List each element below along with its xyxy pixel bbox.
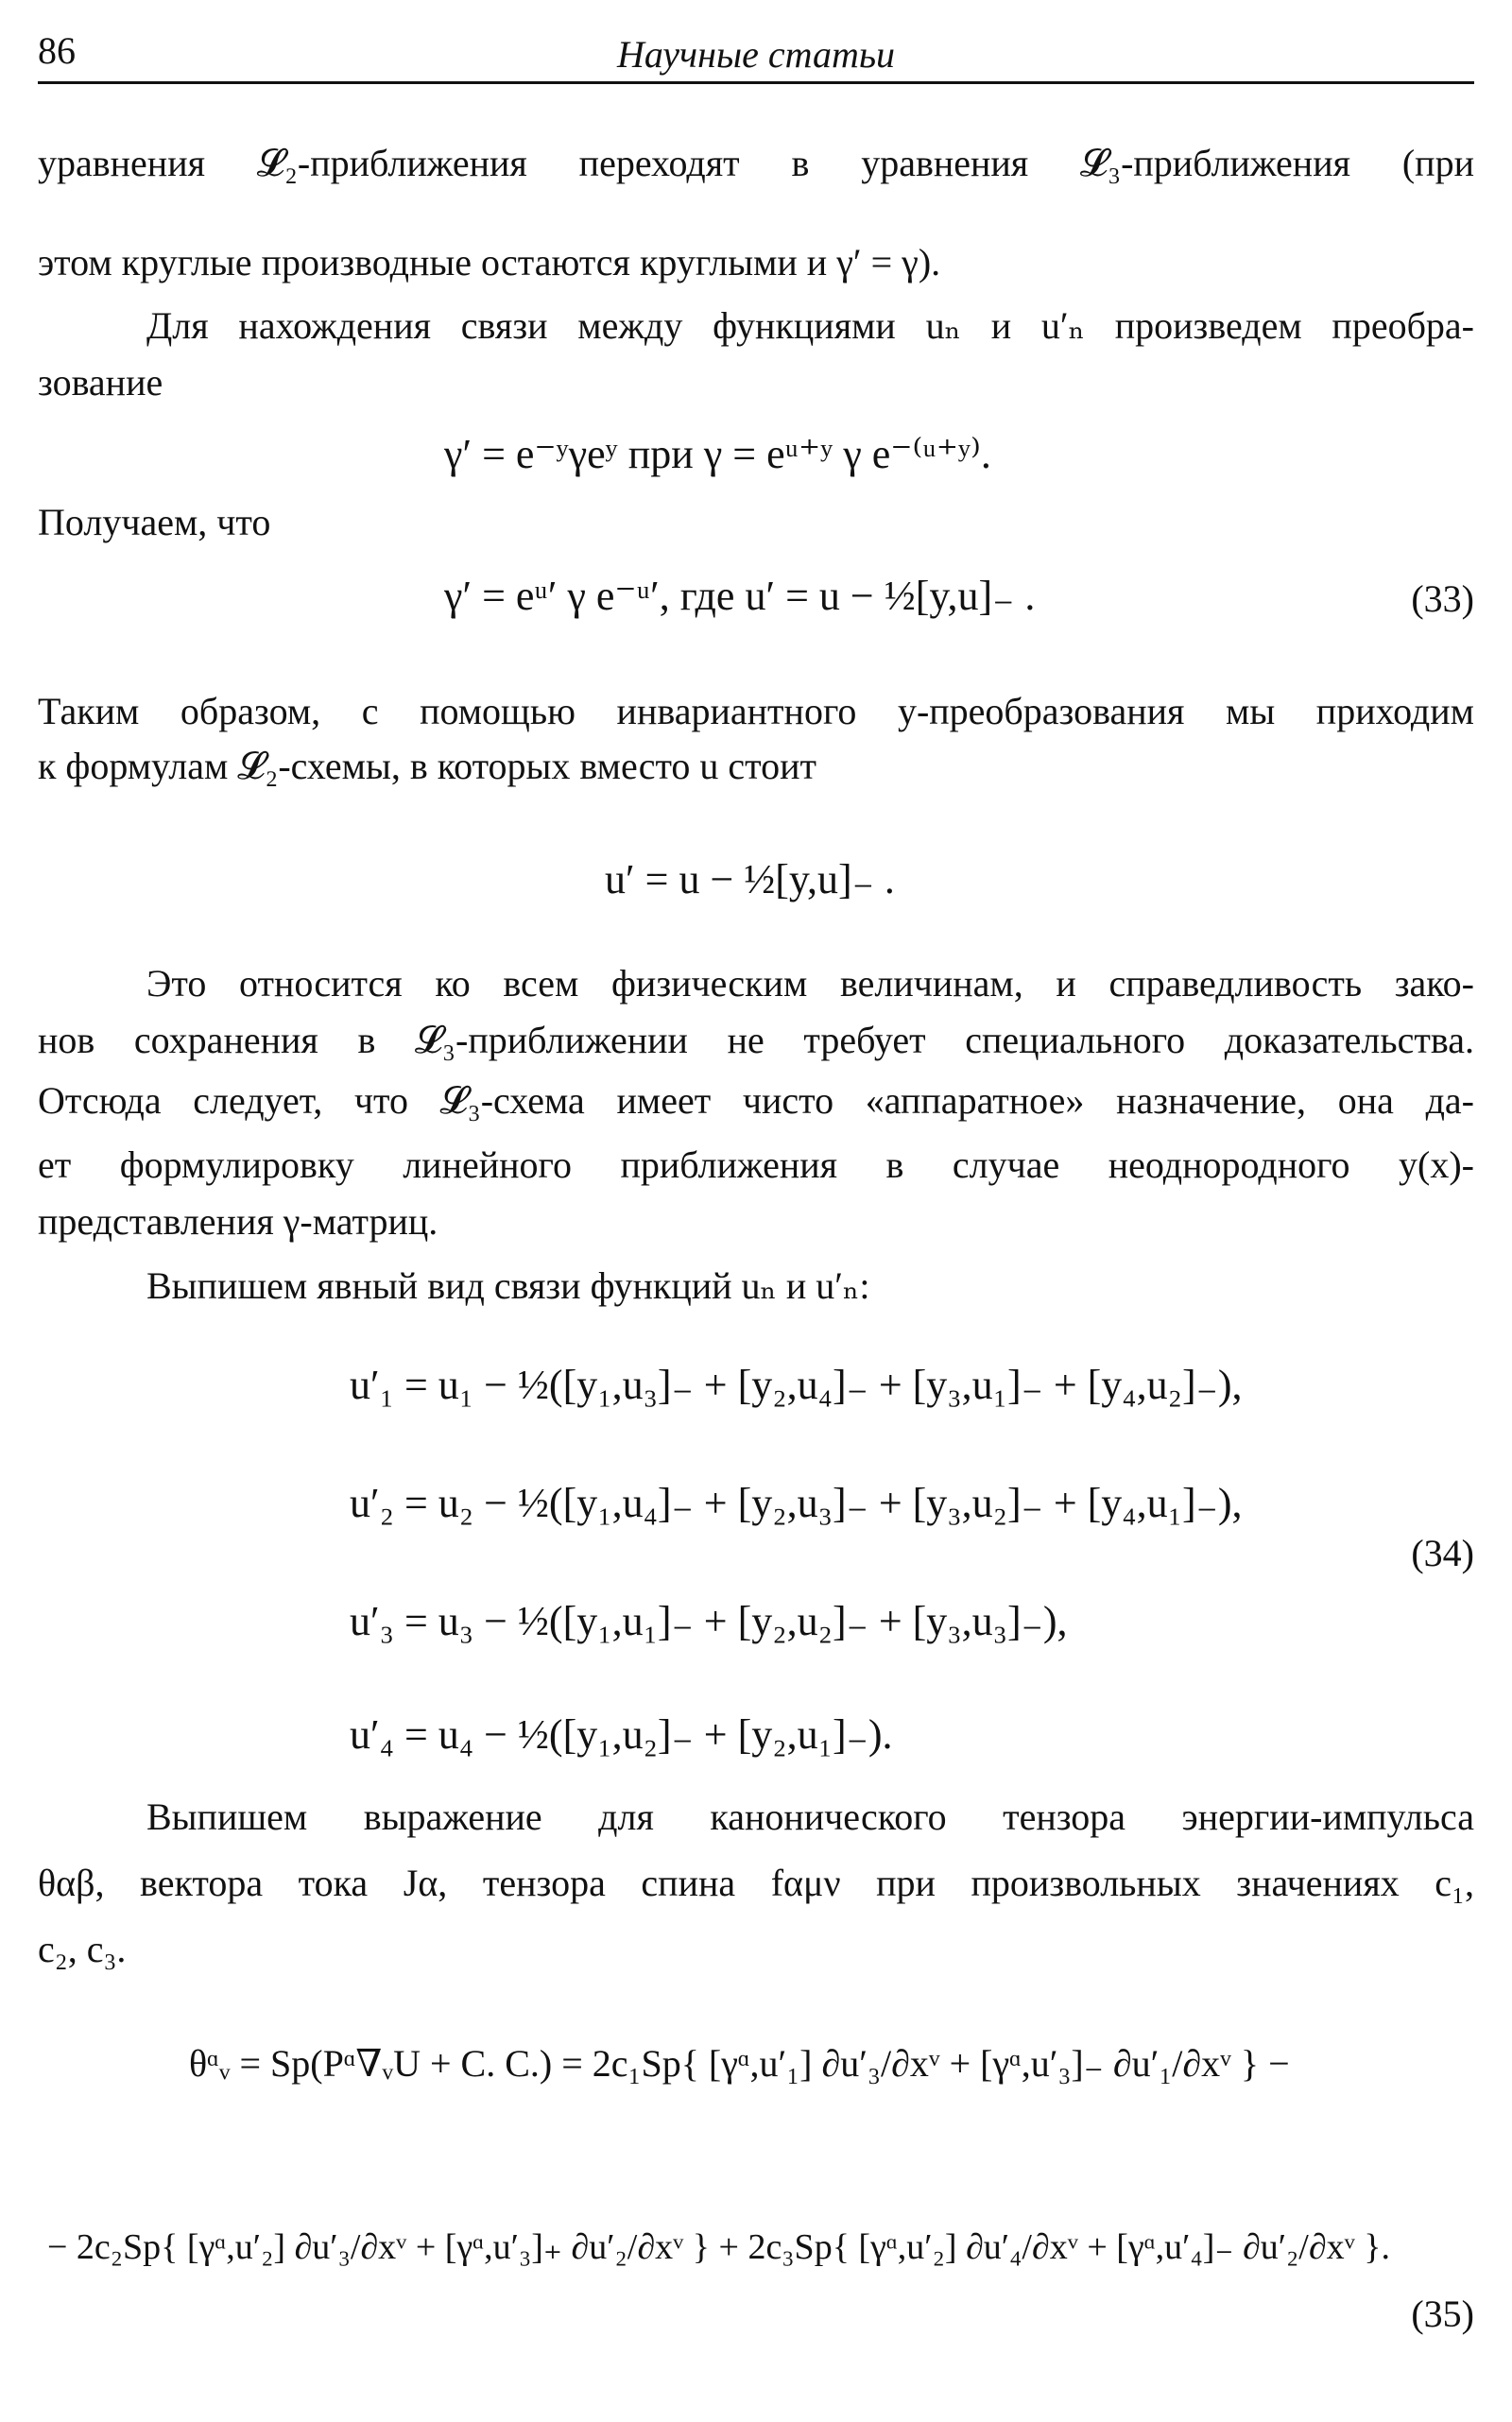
equation-number-34: (34)	[1411, 1532, 1474, 1574]
paragraph-line: к формулам 𝓛₂-схемы, в которых вместо u стоит	[38, 745, 817, 787]
equation-number-33: (33)	[1411, 577, 1474, 620]
equation-33: γ′ = eᵘ′ γ e⁻ᵘ′, где u′ = u − ½[y,u]₋ .	[444, 573, 1036, 619]
paragraph-line: Выпишем выражение для канонического тензора энергии-импульса	[146, 1795, 1474, 1838]
paragraph-line: Это относится ко всем физическим величинам, и справедливость зако-	[146, 962, 1474, 1005]
page-header	[38, 25, 1474, 84]
equation-34-line-4: u′₄ = u₄ − ½([y₁,u₂]₋ + [y₂,u₁]₋).	[350, 1711, 893, 1758]
paragraph-line: Таким образом, с помощью инвариантного y-преобразования мы приходим	[38, 690, 1474, 732]
equation-transform: γ′ = e⁻ʸγeʸ при γ = eᵘ⁺ʸ γ e⁻⁽ᵘ⁺ʸ⁾.	[444, 431, 991, 477]
paragraph-line: зование	[38, 361, 163, 404]
paragraph-line: c₂, c₃.	[38, 1928, 127, 1970]
paragraph-line: Получаем, что	[38, 501, 271, 543]
paragraph-line: θαβ, вектора тока Jα, тензора спина fαμν при произвольных значениях c₁,	[38, 1862, 1474, 1904]
equation-35-line-2: − 2c₂Sp{ [γᵅ,u′₂] ∂u′₃/∂xᵛ + [γᵅ,u′₃]₊ ∂u′₂/∂xᵛ } + 2c₃Sp{ [γᵅ,u′₂] ∂u′₄/∂xᵛ + [γᵅ,u′₄]₋ ∂u′₂/∂xᵛ }.	[47, 2227, 1391, 2267]
paragraph-line: Для нахождения связи между функциями uₙ и u′ₙ произведем преобра-	[146, 304, 1474, 347]
paragraph-line: Отсюда следует, что 𝓛₃-схема имеет чисто «аппаратное» назначение, она да-	[38, 1079, 1474, 1122]
equation-34-line-2: u′₂ = u₂ − ½([y₁,u₄]₋ + [y₂,u₃]₋ + [y₃,u₂]₋ + [y₄,u₁]₋),	[350, 1480, 1243, 1526]
equation-34-line-3: u′₃ = u₃ − ½([y₁,u₁]₋ + [y₂,u₂]₋ + [y₃,u₃]₋),	[350, 1598, 1068, 1644]
paragraph-line: Выпишем явный вид связи функций uₙ и u′ₙ:	[146, 1264, 870, 1307]
paragraph-line: представления γ-матриц.	[38, 1200, 438, 1243]
paragraph-line: этом круглые производные остаются круглыми и γ′ = γ).	[38, 241, 941, 283]
paragraph-line: ет формулировку линейного приближения в случае неоднородного y(x)-	[38, 1143, 1474, 1186]
paragraph-line: уравнения 𝓛₂-приближения переходят в уравнения 𝓛₃-приближения (при	[38, 142, 1474, 184]
paragraph-line: нов сохранения в 𝓛₃-приближении не требует специального доказательства.	[38, 1019, 1474, 1061]
equation-u-prime: u′ = u − ½[y,u]₋ .	[605, 856, 895, 902]
running-title: Научные статьи	[616, 33, 896, 76]
equation-35-line-1: θᵅᵥ = Sp(Pᵅ∇ᵥU + C. C.) = 2c₁Sp{ [γᵅ,u′₁] ∂u′₃/∂xᵛ + [γᵅ,u′₃]₋ ∂u′₁/∂xᵛ } −	[189, 2042, 1290, 2085]
equation-34-line-1: u′₁ = u₁ − ½([y₁,u₃]₋ + [y₂,u₄]₋ + [y₃,u₁]₋ + [y₄,u₂]₋),	[350, 1362, 1243, 1408]
equation-number-35: (35)	[1411, 2293, 1474, 2335]
page-number: 86	[38, 29, 76, 72]
